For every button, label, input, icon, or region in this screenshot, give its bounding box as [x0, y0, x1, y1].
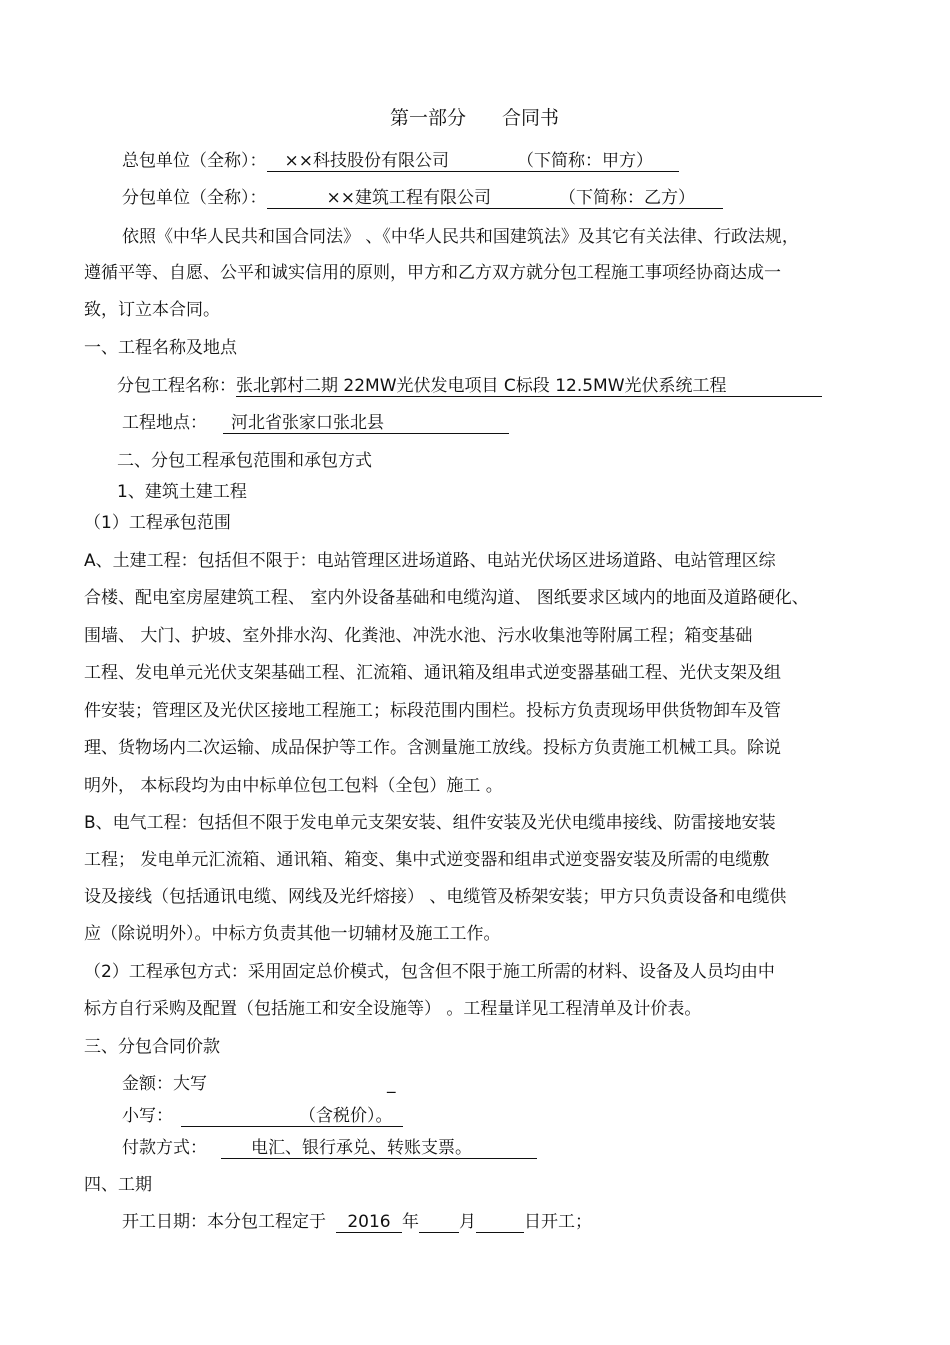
- project-site-label: 工程地点：: [122, 413, 207, 433]
- contractor-field: [267, 149, 679, 172]
- project-site-line: [122, 411, 509, 435]
- year-unit: 年: [402, 1212, 419, 1232]
- contractor-label: 总包单位（全称）：: [122, 151, 267, 171]
- subcontractor-abbr: （下简称：乙方）: [559, 188, 695, 208]
- start-date-line: [122, 1210, 592, 1234]
- start-month-field: [419, 1210, 459, 1233]
- project-name-field: [236, 374, 822, 397]
- subcontractor-name: ××建筑工程有限公司: [326, 188, 491, 208]
- section4-heading: 四、工期: [84, 1175, 152, 1195]
- civil-line-3: 围墙、 大门、护坡、室外排水沟、化粪池、冲洗水池、污水收集池等附属工程；箱变基础: [84, 626, 753, 646]
- contractor-name: ××科技股份有限公司: [284, 151, 449, 171]
- start-year-field: [336, 1210, 402, 1233]
- project-site-value: 河北省张家口张北县: [231, 413, 384, 433]
- subcontractor-field: [267, 186, 723, 209]
- electrical-line-2: 工程； 发电单元汇流箱、通讯箱、箱变、集中式逆变器和组串式逆变器安装及所需的电缆敷: [84, 850, 770, 870]
- amount-line: [122, 1072, 396, 1096]
- project-name-value: 张北郭村二期 22MW光伏发电项目 C标段 12.5MW光伏系统工程: [236, 376, 727, 396]
- contractor-line: [122, 149, 679, 173]
- electrical-line-4: 应（除说明外）。中标方负责其他一切辅材及施工工作。: [84, 924, 501, 944]
- start-day-field: [476, 1210, 524, 1233]
- intro-line-1: 依照《中华人民共和国合同法》 、《中华人民共和国建筑法》及其它有关法律、行政法规，: [122, 227, 799, 247]
- section3-heading: 三、分包合同价款: [84, 1037, 220, 1057]
- month-unit: 月: [459, 1212, 476, 1232]
- civil-line-6: 理、货物场内二次运输、成品保护等工作。含测量施工放线。投标方负责施工机械工具。除说: [84, 738, 781, 758]
- contractor-abbr: （下简称：甲方）: [517, 151, 653, 171]
- electrical-line-1: B、电气工程：包括但不限于发电单元支架安装、组件安装及光伏电缆串接线、防雷接地安装: [84, 813, 776, 833]
- project-name-label: 分包工程名称：: [117, 376, 236, 396]
- civil-line-7: 明外， 本标段均为由中标单位包工包料（全包）施工 。: [84, 776, 503, 796]
- section2-sub1: 1、建筑土建工程: [117, 482, 247, 502]
- project-name-line: [117, 374, 822, 398]
- electrical-line-3: 设及接线（包括通讯电缆、网线及光纤熔接） 、电缆管及桥架安装；甲方只负责设备和电缆供: [84, 887, 787, 907]
- mode-line-1: （2）工程承包方式：采用固定总价模式，包含但不限于施工所需的材料、设备及人员均由中: [84, 962, 775, 982]
- civil-line-1: A、土建工程：包括但不限于：电站管理区进场道路、电站光伏场区进场道路、电站管理区综: [84, 551, 776, 571]
- small-amount-line: [122, 1104, 403, 1128]
- start-year-value: 2016: [347, 1212, 391, 1232]
- section2-heading: 二、分包工程承包范围和承包方式: [117, 451, 372, 471]
- intro-line-3: 致，订立本合同。: [84, 300, 220, 320]
- mode-line-2: 标方自行采购及配置（包括施工和安全设施等） 。工程量详见工程清单及计价表。: [84, 999, 702, 1019]
- amount-label: 金额：大写: [122, 1074, 207, 1094]
- document-title: [390, 106, 559, 130]
- intro-line-2: 遵循平等、自愿、公平和诚实信用的原则，甲方和乙方双方就分包工程施工事项经协商达成一: [84, 263, 781, 283]
- payment-field: [221, 1136, 537, 1159]
- civil-line-5: 件安装；管理区及光伏区接地工程施工；标段范围内围栏。投标方负责现场甲供货物卸车及管: [84, 701, 781, 721]
- subcontractor-line: [122, 186, 723, 210]
- payment-line: [122, 1136, 537, 1160]
- amount-blank: _: [387, 1074, 396, 1094]
- small-amount-field: [181, 1104, 403, 1127]
- small-amount-label: 小写：: [122, 1106, 173, 1126]
- scope-heading: （1）工程承包范围: [84, 513, 231, 533]
- section1-heading: 一、工程名称及地点: [84, 338, 237, 358]
- start-date-label: 开工日期：本分包工程定于: [122, 1212, 326, 1232]
- title-name: 合同书: [502, 107, 560, 129]
- subcontractor-label: 分包单位（全称）：: [122, 188, 267, 208]
- civil-line-4: 工程、发电单元光伏支架基础工程、汇流箱、通讯箱及组串式逆变器基础工程、光伏支架及组: [84, 663, 781, 683]
- civil-line-2: 合楼、配电室房屋建筑工程、 室内外设备基础和电缆沟道、 图纸要求区域内的地面及道路硬化、: [84, 588, 809, 608]
- day-unit: 日开工；: [524, 1212, 592, 1232]
- title-part: 第一部分: [390, 107, 467, 129]
- small-amount-suffix: （含税价）。: [299, 1106, 393, 1126]
- project-site-field: [223, 411, 509, 434]
- payment-value: 电汇、银行承兑、转账支票。: [251, 1138, 472, 1158]
- payment-label: 付款方式：: [122, 1138, 207, 1158]
